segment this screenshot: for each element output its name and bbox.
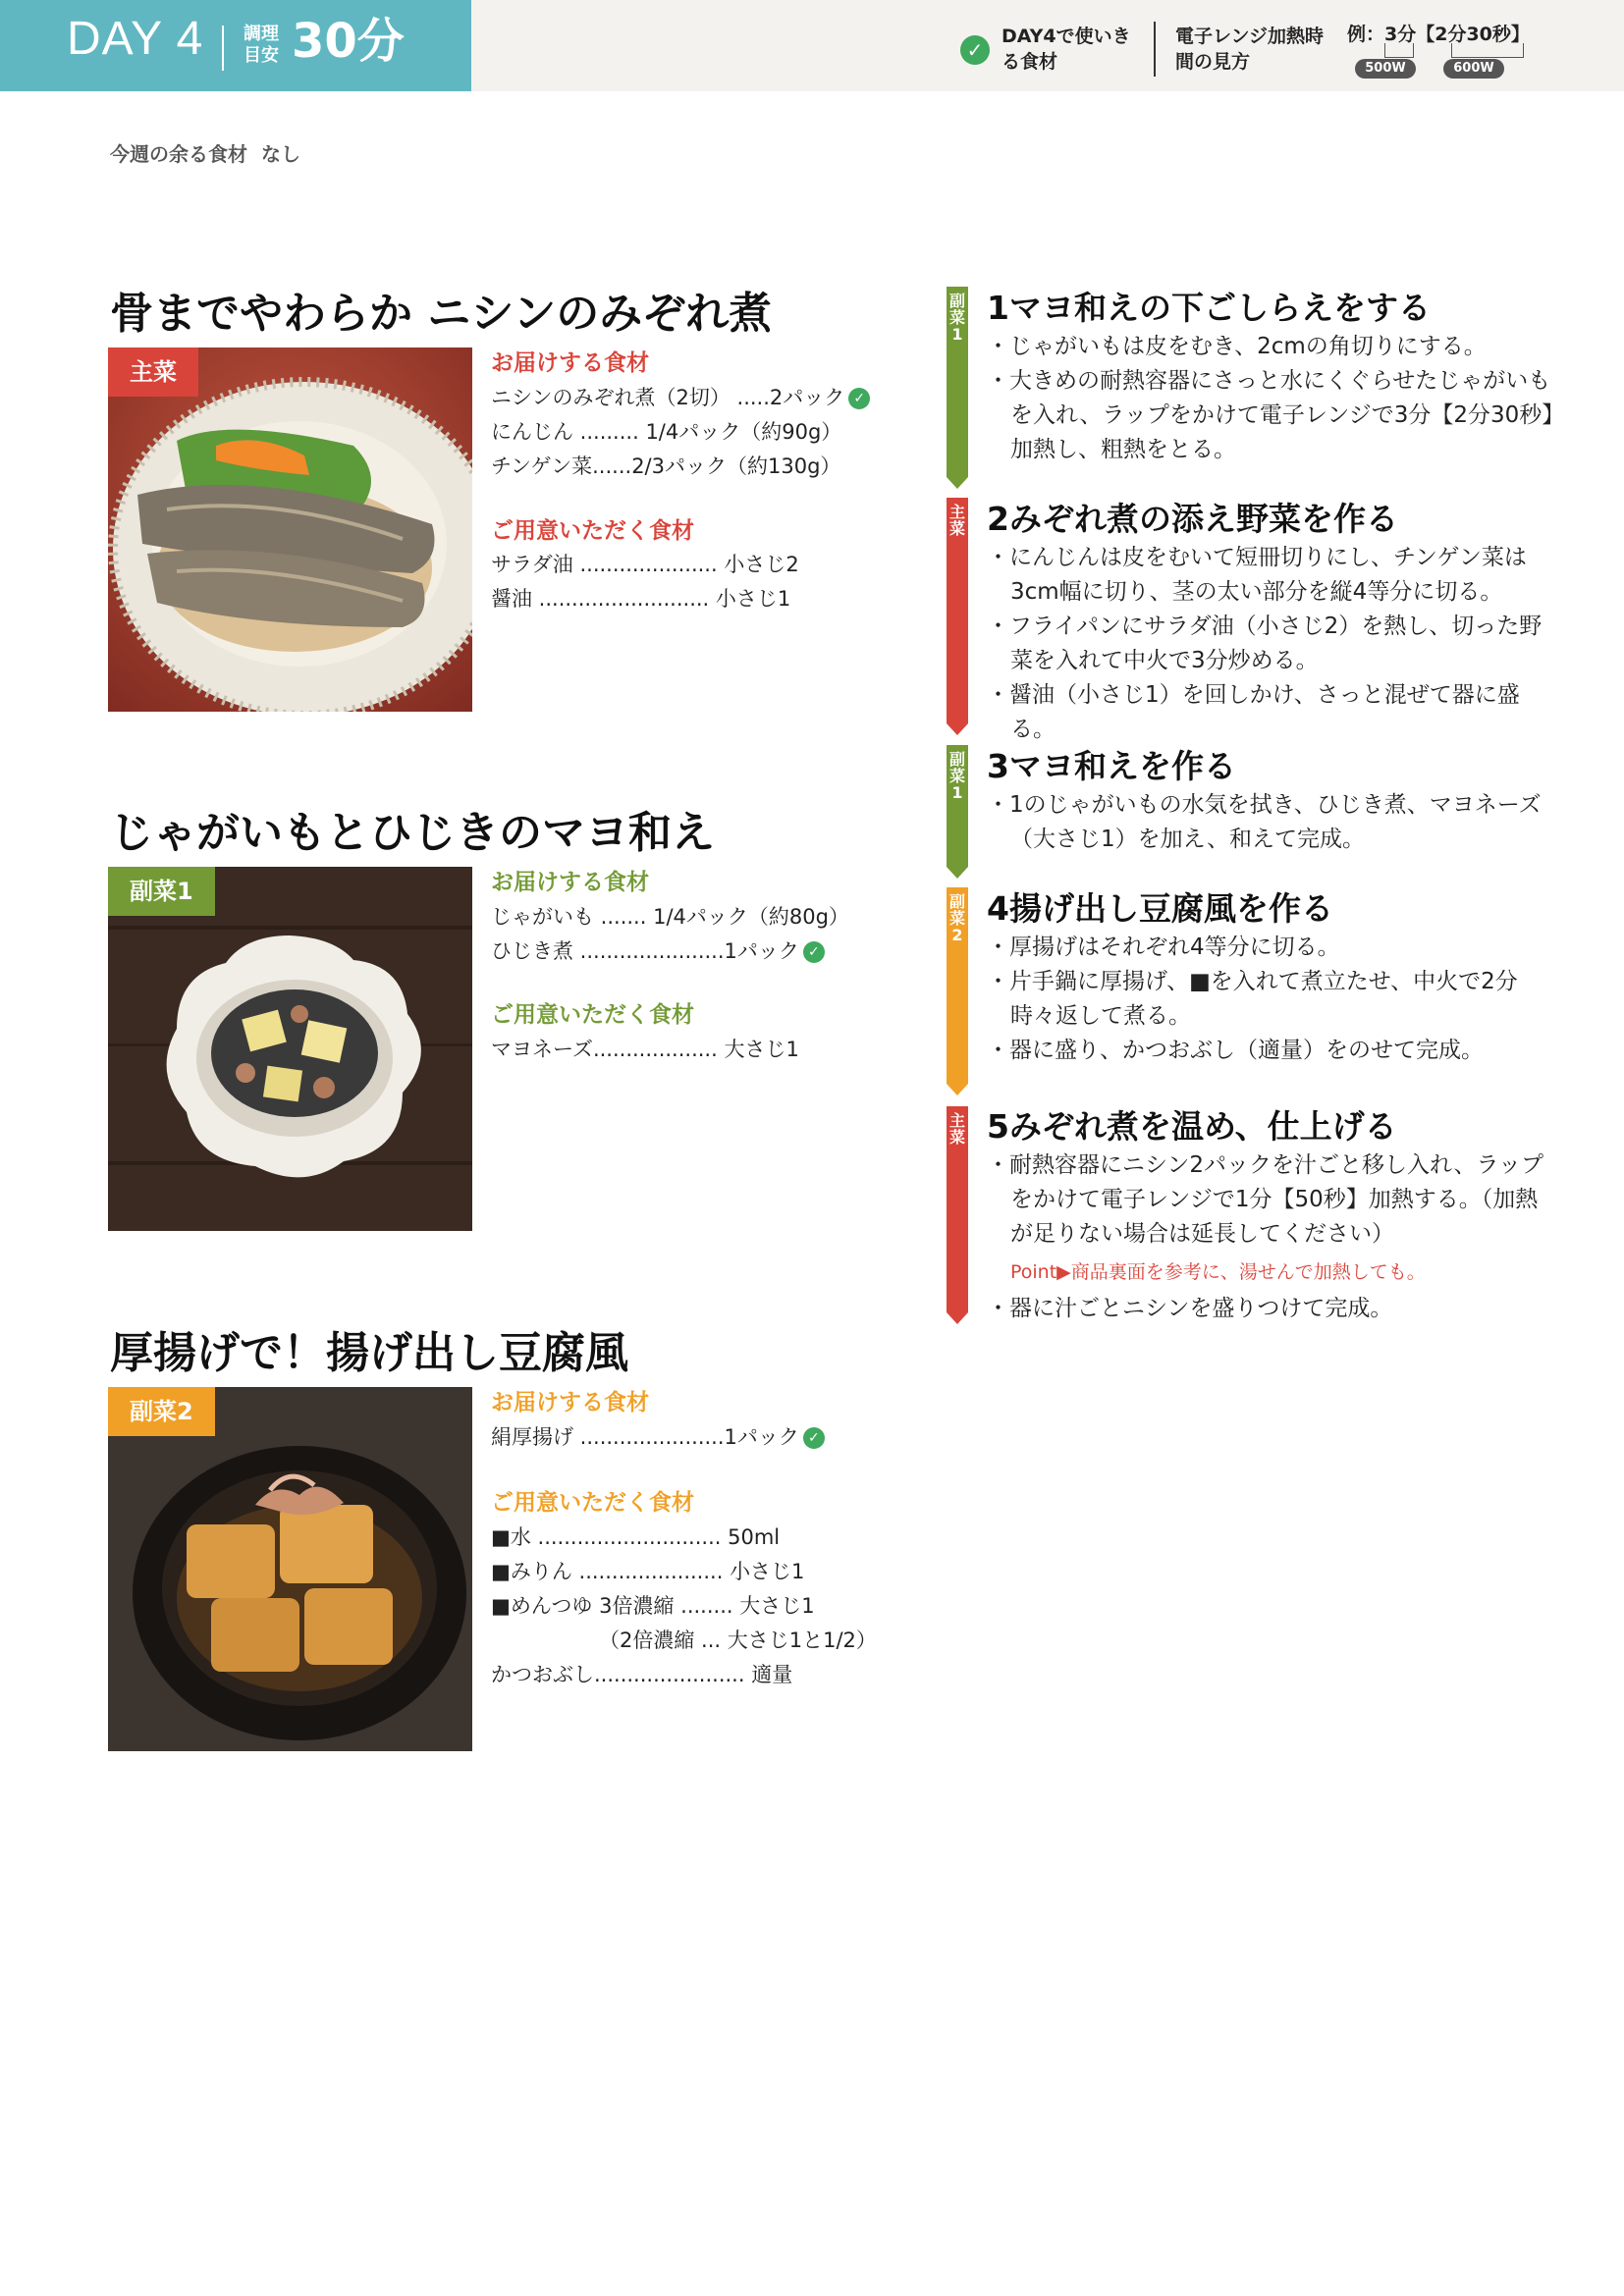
step-item: ・にんじんは皮をむいて短冊切りにし、チンゲン菜は3cm幅に切り、茎の太い部分を縦4等分に切る。: [987, 545, 1527, 605]
ingredient-row: ニシンのみぞれ煮（2切） .....2パック ✓: [491, 381, 870, 415]
step-tag-bar: [947, 887, 968, 1084]
delivered-heading: お届けする食材: [491, 1390, 649, 1415]
delivered-list: [491, 381, 870, 484]
step-tag: 主 菜: [948, 503, 965, 538]
prepared-heading: ご用意いただく食材: [491, 518, 694, 544]
ingredient-row: マヨネーズ................... 大さじ1: [491, 1038, 799, 1061]
prepared-list: [491, 1033, 799, 1067]
cook-time-value: 30分: [292, 14, 405, 69]
step-body: [987, 1148, 1560, 1326]
side-dish-2-badge: 副菜2: [108, 1387, 215, 1436]
leftover-label: 今週の余る食材: [110, 142, 247, 166]
step-tag-bar: [947, 1106, 968, 1312]
cook-time-label: 調理目安: [244, 24, 279, 66]
ingredient-row: にんじん ......... 1/4パック（約90g）: [491, 420, 842, 444]
step-item: ・器に盛り、かつおぶし（適量）をのせて完成。: [987, 1038, 1484, 1063]
step-tag: 副 菜 1: [948, 750, 965, 802]
step-item: ・大きめの耐熱容器にさっと水にくぐらせたじゃがいもを入れ、ラップをかけて電子レンジで3分【2分30秒】加熱し、粗熱をとる。: [987, 368, 1553, 462]
ingredient-row: ■めんつゆ 3倍濃縮 ........ 大さじ1: [491, 1594, 815, 1618]
bar-arrow: [947, 723, 968, 735]
ingredient-qty: 50ml: [728, 1525, 781, 1549]
bracket-line: [1451, 43, 1524, 58]
ingredient-row: （2倍濃縮 ... 大さじ1と1/2）: [599, 1629, 877, 1652]
bar-arrow: [947, 867, 968, 879]
microwave-example: 例：3分【2分30秒】: [1347, 24, 1530, 45]
bar-arrow: [947, 1312, 968, 1324]
recipe-title: じゃがいもとひじきのマヨ和え: [110, 808, 715, 858]
ingredient-name: かつおぶし: [491, 1663, 594, 1686]
ingredient-name: 醤油: [491, 587, 532, 611]
day-banner: [0, 0, 471, 91]
ingredient-row: かつおぶし....................... 適量: [491, 1663, 793, 1686]
recipe-title: 厚揚げで！揚げ出し豆腐風: [110, 1328, 628, 1378]
use-up-label: DAY4で使いきる食材: [1001, 26, 1131, 73]
ingredient-name: ■みりん: [491, 1560, 572, 1583]
microwave-guide-label: 電子レンジ加熱時間の見方: [1175, 26, 1325, 73]
step-body: [987, 541, 1560, 747]
fish-dish-image: [108, 347, 472, 712]
leftover-ingredients: [110, 138, 300, 167]
500w-badge: 500W: [1355, 59, 1416, 79]
divider: [222, 26, 224, 71]
ingredient-qty: 2パック: [769, 386, 845, 409]
main-dish-badge: 主菜: [108, 347, 198, 397]
fried-tofu-photo: [108, 1387, 472, 1751]
check-icon: ✓: [803, 941, 825, 963]
check-icon: ✓: [960, 35, 990, 65]
step-title: 5みぞれ煮を温め、仕上げる: [987, 1107, 1397, 1146]
point-note: Point▶商品裏面を参考に、湯せんで加熱しても。: [1010, 1261, 1426, 1283]
side-dish-1-badge: 副菜1: [108, 867, 215, 916]
delivered-list: [491, 900, 849, 969]
ingredient-name: ひじき煮: [491, 939, 573, 963]
step-item: ・片手鍋に厚揚げ、■を入れて煮立たせ、中火で2分時々返して煮る。: [987, 969, 1518, 1029]
step-title: 1マヨ和えの下ごしらえをする: [987, 289, 1431, 327]
step-title: 4揚げ出し豆腐風を作る: [987, 889, 1333, 928]
ingredient-row: 醤油 .......................... 小さじ1: [491, 587, 791, 611]
step-tag: 副 菜 1: [948, 292, 965, 344]
ingredient-row: ■水 ............................ 50ml: [491, 1525, 781, 1549]
step-title: 3マヨ和えを作る: [987, 747, 1236, 785]
fish-dish-photo: [108, 347, 472, 712]
ingredient-qty: 1/4パック（約90g）: [645, 420, 842, 444]
ingredient-qty: 1パック: [724, 939, 799, 963]
ingredient-row: ■みりん ...................... 小さじ1: [491, 1560, 805, 1583]
ingredient-name: サラダ油: [491, 553, 573, 576]
ingredient-qty: 1パック: [724, 1425, 799, 1449]
ingredient-row: ひじき煮 ......................1パック ✓: [491, 934, 849, 969]
step-item: ・フライパンにサラダ油（小さじ2）を熱し、切った野菜を入れて中火で3分炒める。: [987, 614, 1543, 673]
step-tag: 主 菜: [948, 1111, 965, 1147]
potato-salad-photo: [108, 867, 472, 1231]
delivered-heading: お届けする食材: [491, 350, 649, 376]
step-item: ・醤油（小さじ1）を回しかけ、さっと混ぜて器に盛る。: [987, 682, 1520, 742]
step-item: ・耐熱容器にニシン2パックを汁ごと移し入れ、ラップをかけて電子レンジで1分【50秒】加熱する。（加熱が足りない場合は延長してください）: [987, 1152, 1543, 1247]
step-title: 2みぞれ煮の添え野菜を作る: [987, 500, 1398, 538]
check-icon: ✓: [848, 388, 870, 409]
step-body: [987, 931, 1560, 1068]
step-tag-bar: [947, 287, 968, 477]
potato-salad-image: [108, 867, 472, 1231]
ingredient-name: にんじん: [491, 420, 573, 444]
step-tag-bar: [947, 745, 968, 867]
ingredient-qty: 小さじ1: [730, 1560, 805, 1583]
step-body: [987, 330, 1560, 467]
600w-badge: 600W: [1443, 59, 1504, 79]
leftover-value: なし: [261, 142, 300, 166]
ingredient-qty: 小さじ1: [715, 587, 791, 611]
step-body: [987, 788, 1560, 857]
divider: [1154, 22, 1156, 77]
bracket-line: [1384, 43, 1414, 58]
prepared-heading: ご用意いただく食材: [491, 1002, 694, 1028]
ingredient-name: じゃがいも: [491, 905, 594, 929]
ingredient-name: ■めんつゆ 3倍濃縮: [491, 1594, 675, 1618]
prepared-list: [491, 1521, 877, 1692]
bar-arrow: [947, 1084, 968, 1095]
delivered-heading: お届けする食材: [491, 870, 649, 895]
bar-arrow: [947, 477, 968, 489]
step-tag: 副 菜 2: [948, 892, 965, 944]
ingredient-row: サラダ油 ..................... 小さじ2: [491, 553, 799, 576]
check-icon: ✓: [803, 1427, 825, 1449]
ingredient-name: （2倍濃縮: [599, 1629, 695, 1652]
ingredient-qty: 大さじ1: [724, 1038, 799, 1061]
day-label: DAY 4: [67, 13, 204, 65]
ingredient-qty: 小さじ2: [724, 553, 799, 576]
prepared-list: [491, 548, 799, 616]
step-item: ・1のじゃがいもの水気を拭き、ひじき煮、マヨネーズ（大さじ1）を加え、和えて完成。: [987, 792, 1542, 852]
prepared-heading: ご用意いただく食材: [491, 1490, 694, 1516]
ingredient-qty: 大さじ1と1/2）: [727, 1629, 877, 1652]
step-item: ・器に汁ごとニシンを盛りつけて完成。: [987, 1296, 1393, 1321]
ingredient-row: じゃがいも ....... 1/4パック（約80g）: [491, 905, 849, 929]
ingredient-name: マヨネーズ: [491, 1038, 593, 1061]
ingredient-name: ニシンのみぞれ煮（2切）: [491, 386, 731, 409]
fried-tofu-image: [108, 1387, 472, 1751]
ingredient-name: ■水: [491, 1525, 531, 1549]
ingredient-name: チンゲン菜: [491, 454, 593, 478]
ingredient-row: 絹厚揚げ ......................1パック ✓: [491, 1420, 825, 1455]
step-tag-bar: [947, 498, 968, 723]
ingredient-qty: 大さじ1: [739, 1594, 815, 1618]
step-item: ・厚揚げはそれぞれ4等分に切る。: [987, 934, 1340, 960]
recipe-title: 骨までやわらか ニシンのみぞれ煮: [110, 289, 773, 339]
ingredient-row: チンゲン菜......2/3パック（約130g）: [491, 454, 841, 478]
ingredient-qty: 1/4パック（約80g）: [653, 905, 849, 929]
ingredient-qty: 2/3パック（約130g）: [631, 454, 841, 478]
ingredient-qty: 適量: [751, 1663, 793, 1686]
delivered-list: [491, 1420, 825, 1455]
step-item: ・じゃがいもは皮をむき、2cmの角切りにする。: [987, 334, 1487, 359]
ingredient-name: 絹厚揚げ: [491, 1425, 573, 1449]
